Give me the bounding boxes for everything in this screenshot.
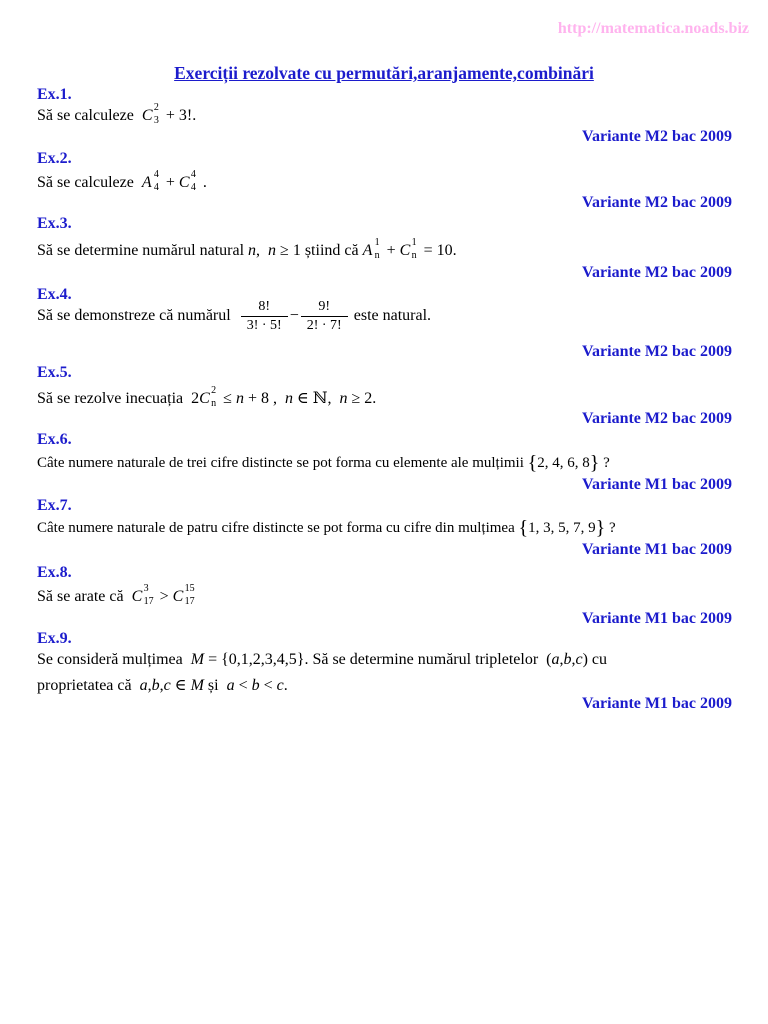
exercise-7-end: ?: [608, 520, 616, 536]
exercise-1-source: Variante M2 bac 2009: [581, 128, 732, 145]
exercise-3-end: .: [452, 242, 457, 259]
exercise-4-formula: $\frac{8!}{3! \cdot 5!}$ − $\frac{9!}{2! \cdot 7!}$: [235, 307, 350, 324]
exercise-9-label: Ex.9.: [37, 630, 72, 647]
exercise-4-end: este natural.: [353, 307, 432, 325]
exercise-6-text: [37, 452, 610, 475]
exercise-2-prompt: Să se calculeze: [37, 174, 134, 191]
exercise-3-prompt: Să se determine numărul natural: [37, 242, 245, 259]
exercise-6-prompt: Câte numere naturale de trei cifre distincte se pot forma cu elemente ale mulțimii: [37, 455, 524, 471]
exercise-3-text: [37, 237, 457, 261]
exercise-7-set: {1, 3, 5, 7, 9}: [518, 517, 606, 539]
exercise-9-text-line2: [37, 675, 288, 695]
exercise-5-prompt: Să se rezolve inecuația: [37, 390, 184, 407]
exercise-8-text: [37, 583, 203, 607]
exercise-1-formula: C 2 3 + 3!: [141, 102, 193, 126]
exercise-2-end: .: [202, 174, 207, 191]
exercise-9-line2-end: .: [283, 677, 288, 694]
exercise-4-source: Variante M2 bac 2009: [581, 343, 732, 360]
exercise-9-order: a < b < c: [226, 677, 284, 694]
exercise-6-label: Ex.6.: [37, 431, 72, 448]
exercise-9-set: M = {0,1,2,3,4,5}: [190, 651, 305, 668]
exercise-9-membership: a,b,c ∈ M: [139, 677, 204, 694]
exercise-2-formula: A 4 4 + C 4 4: [141, 169, 196, 193]
exercise-9-end: cu: [591, 651, 608, 668]
exercise-8-source: Variante M1 bac 2009: [581, 610, 732, 627]
exercise-8-prompt: Să se arate că: [37, 588, 124, 605]
exercise-9-connector: . Să se determine numărul tripletelor: [304, 651, 539, 668]
exercise-9-source: Variante M1 bac 2009: [581, 695, 732, 712]
exercise-9-line2-prompt: proprietatea că: [37, 677, 132, 694]
exercise-1-end: .: [192, 107, 197, 124]
exercise-3-connector: știind că: [304, 242, 359, 259]
exercise-5-formula: 2 C 2 n ≤ n + 8 , n ∈ ℕ, n ≥ 2: [187, 385, 373, 409]
site-link[interactable]: http://matematica.noads.biz: [557, 20, 749, 37]
exercise-9-prompt: Se consideră mulțimea: [37, 651, 183, 668]
exercise-2-label: Ex.2.: [37, 150, 72, 167]
exercise-6-end: ?: [603, 455, 610, 471]
exercise-5-label: Ex.5.: [37, 364, 72, 381]
exercise-1-label: Ex.1.: [37, 86, 72, 103]
exercise-1-text: [37, 102, 197, 126]
exercise-6-source: Variante M1 bac 2009: [581, 476, 732, 493]
exercise-1-prompt: Să se calculeze: [37, 107, 134, 124]
exercise-7-label: Ex.7.: [37, 497, 72, 514]
exercise-3-formula: A 1 n + C 1 n = 10: [362, 237, 453, 261]
exercise-4-prompt: Să se demonstreze că numărul: [37, 307, 231, 325]
exercise-3-source: Variante M2 bac 2009: [581, 264, 732, 281]
exercise-7-prompt: Câte numere naturale de patru cifre distincte se pot forma cu cifre din mulțimea: [37, 520, 515, 536]
exercise-7-text: [37, 517, 616, 540]
page-title: Exerciții rezolvate cu permutări,aranjamente,combinări: [174, 63, 594, 83]
exercise-8-formula: C 3 17 > C 15 17: [131, 583, 195, 607]
exercise-2-text: [37, 169, 207, 193]
exercise-5-text: [37, 385, 377, 409]
exercise-5-end: .: [372, 390, 377, 407]
exercise-5-source: Variante M2 bac 2009: [581, 410, 732, 427]
exercise-2-source: Variante M2 bac 2009: [581, 194, 732, 211]
exercise-8-label: Ex.8.: [37, 564, 72, 581]
exercise-4-label: Ex.4.: [37, 286, 72, 303]
exercise-9-and: și: [207, 677, 219, 694]
exercise-3-label: Ex.3.: [37, 215, 72, 232]
exercise-4-text: [37, 299, 431, 334]
exercise-9-triplet: (a,b,c): [542, 651, 588, 668]
exercise-6-set: {2, 4, 6, 8}: [527, 452, 600, 474]
exercise-9-text-line1: [37, 651, 607, 669]
exercise-7-source: Variante M1 bac 2009: [581, 541, 732, 558]
exercise-3-condition: n, n ≥ 1: [248, 242, 301, 259]
